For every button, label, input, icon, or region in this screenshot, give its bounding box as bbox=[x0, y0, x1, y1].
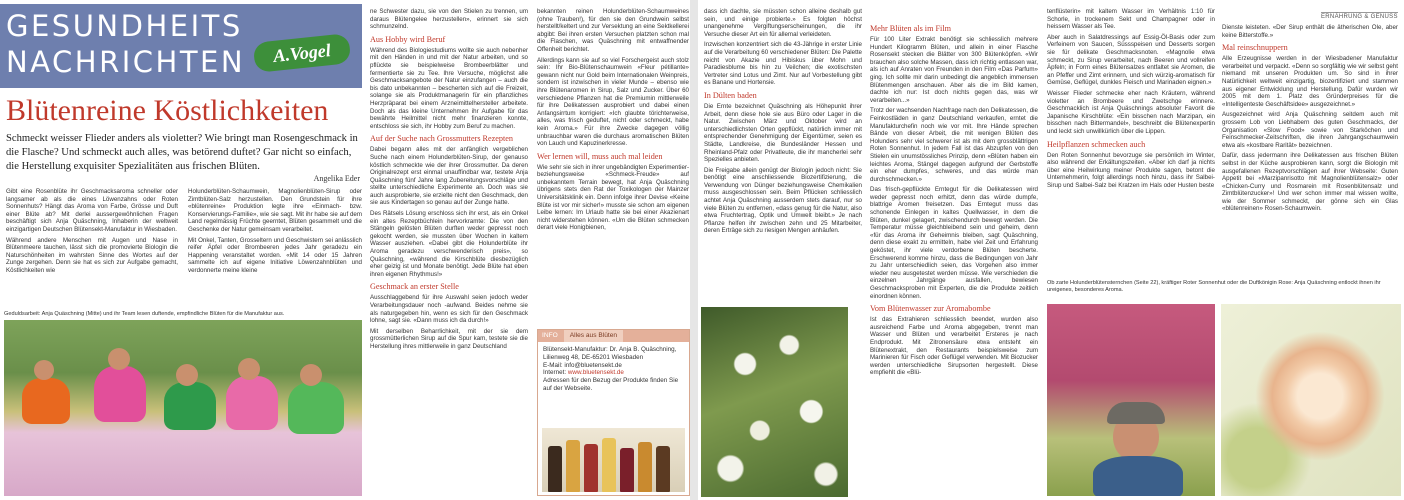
paragraph: dass ich dachte, sie müssten schon alleine deshalb gut sein, und einige probierte.» Es folgten höchst unangenehme Vergiftungserscheinungen, die ihr Versuche dieser Art ein für allemal verleideten. bbox=[704, 8, 862, 38]
subheading: Vom Blütenwasser zur Aromabombe bbox=[870, 304, 991, 314]
bottle bbox=[620, 448, 634, 492]
paragraph: Wie sehr sie sich in ihrer ungebändigten Experimentier- beziehungsweise «Schmeck-Freude» auf unbekanntem Terrain bewegt, hat Anja Quäschning übrigens stets den Rat der Toxikologen der Mainzer Universitätsklinik ein. Denn infolge ihrer Devise «Keine Blüte ist vor mir sicher!» musste sie schon am eigenen Leibe lernen: Im Urlaub hatte sie bei einer Akazienart nicht widerstehen können. «Um die Blüten schmecken derart viele Honigbienen, bbox=[537, 163, 689, 232]
paragraph: Gibt eine Rosenblüte ihr Geschmacksaroma schneller oder langsamer ab als die eines Löwenzahns oder Roten Sonnenhuts? Hängt das Aroma von Farbe, Grösse und Duft einer Blüte ab? Mit derlei aussergewöhnlichen Fragen beschäftigt sich Anja Quäschning, Inhaberin der weltweit einzigartigen Deutschen Blütensekt-Manufaktur in Wiesbaden. bbox=[6, 188, 178, 233]
column-4 bbox=[704, 8, 862, 302]
bottle bbox=[638, 442, 652, 492]
subheading: Mehr Blüten als im Film bbox=[870, 24, 951, 33]
person-head bbox=[34, 360, 54, 380]
paragraph: tenflüsterin» mit kaltem Wasser im Verhältnis 1:10 für Schorle, in trockenem Sekt und Champagner oder in heissem Wasser als Tee. bbox=[1047, 8, 1215, 31]
paragraph: bekannten reinen Holunderblüten-Schaumweines (ohne Trauben!), für den sie den Grundwein selbst herstellt/keltert und zur Versektung an eine Sektkellerei abgibt: Bei ihren ersten Versuchen platzten schon mal die Flaschen, was Quäschning mit entwaffnender Offenheit berichtet. bbox=[537, 8, 689, 53]
subheading: Wer lernen will, muss auch mal leiden bbox=[537, 151, 663, 161]
paragraph: Die Freigabe allein genügt der Biologin jedoch nicht: Sie benötigt eine anschliessende Biozertifizierung, die Verwendung von Dünger beziehungsweise Chemikalien muss ausgeschlossen sein. Beim Pflücken schliesslich achtet Anja Quäschning ausserdem stets darauf, nur so viele Blüten zu entfernen, «dass genug für die Natur, also etwa Fruchtertrag, Optik und Umwelt bleibt.» Je nach Pflanze helfen ihr zwischen zehn und 25 Mitarbeiter, deren Erträge sich zu riesigen Mengen anhäufen. bbox=[704, 166, 862, 235]
paragraph: Ausgezeichnet wird Anja Quäschning seitdem auch mit grossem Lob von Liebhabern des guten Geschmacks, der Organisation «Slow Food» sowie von Starköchen und Feinschmecker-Zeitschriften, die ihren Jahrgangschaumwein etwa als «kostbare Rarität» bezeichnen. bbox=[1222, 111, 1398, 149]
subheading: Heilpflanzen schmecken auch bbox=[1047, 139, 1146, 149]
paragraph: Alle Erzeugnisse werden in der Wiesbadener Manufaktur verarbeitet und verpackt. «Denn so sorgfältig wie wir selbst geht niemand mit unseren Produkten um. So sind in ihrer Natürlichkeit weltweit einzigartig, biozertifiziert und stammen aus eigener Entwicklung und Herstellung. Dafür wurden wir 2005 mit dem 1. Platz des Gründerpreises für die «Intelligenteste Geschäftsidee» ausgezeichnet.» bbox=[1222, 55, 1398, 108]
column-5 bbox=[870, 20, 1038, 496]
section-tag: ERNÄHRUNG & GENUSS bbox=[1321, 14, 1398, 20]
subheading: In Dülten baden bbox=[704, 90, 757, 100]
paragraph: Mit Onkel, Tanten, Grosseltern und Geschwistern sei anlässlich reifer Äpfel oder Brombeeren jedes Jahr geradezu ein Happening veranstaltet worden. «Mit 14 oder 15 Jahren sammelte ich auf eigene Initiative Löwenzahnblüten und verdonnerte meine kleine bbox=[188, 236, 362, 274]
info-box-header bbox=[538, 330, 689, 342]
photo-caption-workers: Geduldsarbeit: Anja Quäschning (Mitte) und ihr Team lesen duftende, empfindliche Blüten für die Manufaktur aus. bbox=[4, 311, 285, 317]
person-figure bbox=[94, 366, 146, 422]
cap bbox=[1107, 402, 1165, 424]
photo-flower-pickers bbox=[4, 320, 362, 496]
column-2 bbox=[370, 8, 528, 496]
bottle bbox=[584, 444, 598, 492]
paragraph: ne Schwester dazu, sie von den Stielen zu trennen, um daraus Blütengelee herzustellen», erinnert sie sich schmunzelnd. bbox=[370, 8, 528, 31]
article-author: Angelika Eder bbox=[313, 174, 360, 183]
paragraph: Dabei begann alles mit der anfänglich vergeblichen Suche nach einem Holunderblüten-Sirup, der genauso köstlich schmeckte wie der ihrer Grossmutter. Da deren Originalrezept erst einmal unauffindbar war, testete Anja Quäschning fünf Jahre lang Zubereitungsvorschläge und stellte unterschiedliche Experimente an. Doch was sie auch ausprobierte, sie erzielte nicht den Geschmack, den sie aus Kindertagen so genau auf der Zunge hatte. bbox=[370, 146, 528, 207]
photo-caption-right: Ob zarte Holunderblütensternchen (Seite 22), kräftiger Roter Sonnenhut oder die Duftkönigin Rose: Anja Quäschning entlockt ihnen ihr ureigenes, besonderes Aroma. bbox=[1047, 280, 1381, 293]
info-line: Adressen für den Bezug der Produkte finden Sie auf der Webseite. bbox=[543, 377, 679, 392]
paragraph: Mit derselben Beharrlichkeit, mit der sie dem grossmütterlichen Sirup auf die Spur kam, testete sie die Herstellung ihres mittlerweile in ganz Deutschland bbox=[370, 327, 528, 350]
masthead bbox=[0, 4, 362, 88]
paragraph: Aber auch in Salatdressings auf Essig-Öl-Basis oder zum Verfeinern von Saucen, Süssspeisen und Desserts sorgen sie für delikate Geschmacksnoten. «Magnolie etwa schmeckt, zu Sirup verarbeitet, nach Beeren und vollreifen Äpfeln; in Form eines Blütensalzes entfaltet sie Aromen, die an Pfeffer und Zimt erinnern, und sich würzig-aromatisch für Gemüse, Geflügel, dunkles Fleisch und Marinaden eignen.» bbox=[1047, 33, 1215, 87]
info-email: E-Mail: info@bluetensekt.de bbox=[543, 361, 622, 369]
column-6 bbox=[1047, 8, 1215, 278]
paragraph: Während des Biologiestudiums wollte sie auch nebenher mit den Händen in und mit der Natur arbeiten, und so pflückte sie beispielweise Brombeerblätter und fermentierte sie zu Tee. Ihre Versuche, möglichst alle Geschmacksangebote der Natur einzufangen – auch die bis dato unbekannten – bescherten sich auf die Freizeit, solange sie als Produktmanagerin für ein pflanzliches Herzpräparat bei einem Arzneimittelhersteller arbeitete. Doch als das kleine Unternehmen ihr Aufgabe für das bewährte Heilmittel nicht mehr finanzieren konnte, entschloss sie sich, ihr Hobby zum Beruf zu machen. bbox=[370, 46, 528, 130]
page-gutter bbox=[690, 0, 698, 500]
bottle bbox=[548, 446, 562, 492]
masthead-line1: GESUNDHEITS bbox=[6, 9, 243, 43]
paragraph: Inzwischen konzentriert sich die 43-Jährige in erster Linie auf die Verarbeitung 60 verschiedener Blüten: Die Palette reicht von Akazie und Hibiskus über Mohn und Paradiesblume bis hin zu Veilchen; die exotischsten Vertreter sind Lotus und Zimt. Nur auf Vorbestellung gibt es Banane und Hortensie. bbox=[704, 41, 862, 87]
paragraph: Holunderblüten-Schaumwein, Magnolienblüten-Sirup oder Zimtblüten-Salz herzustellen. Den Grundstein für ihre «blütenreine» Produktion legte ihre «Einmach- bzw. Konservierungs-Familie», wie sie sagt. Mit ihr habe sie auf dem Land regelmässig Früchte geerntet, Blüten gesammelt und die Geschenke der Natur gemeinsam verarbeitet. bbox=[188, 188, 362, 233]
paragraph: Die Ernte bezeichnet Quäschning als Höhepunkt ihrer Arbeit, denn diese hole sie aus Büro oder Lager in die Natur. Zwischen März und Oktober wird an unterschiedlichsten Orten gepflückt, natürlich immer mit entsprechender Genehmigung der Eigentümer, seien es Städte, Landkreise, die Bundesländer Hessen und Rheinland-Pfalz oder Privatleute, die ihr mancherlei sehr Spezielles anbieten. bbox=[704, 102, 862, 164]
photo-rose bbox=[1221, 304, 1401, 496]
person-head bbox=[300, 364, 322, 386]
person-figure bbox=[288, 382, 344, 434]
paragraph: Dafür, dass jedermann ihre Delikatessen aus frischen Blüten selbst in der Küche ausprobieren kann, sorgt die Biologin mit ausgefallenen Rezeptvorschlägen auf ihrer Webseite: Guten Appetit bei «Marzipanrisotto mit Magnolienblütensalz» oder «Chicken-Curry und Rosmarein mit Rosenblütensalz und Zimtblütenzucker»! Und wer schon immer mal wissen wollte, wie der Sommer schmeckt, der gönne sich ein Glas «blütenreinen» Rosen-Schaumwein. bbox=[1222, 152, 1398, 213]
paragraph: Das frisch-gepflückte Erntegut für die Delikatessen wird weder gepresst noch erhitzt, denn das würde dumpfe, blattrige Aromen freisetzen. Das Erntegut muss das schonende Einlegen in kaltes Quellwasser, in dem die Blüten, dunkel gelagert, zwischendurch bewegt werden. Die Temperatur müsse gleichbleibend sein und geheim, denn «für das Aroma ihr Geheimnis bleiben, sagt Quäschning, denn diese exakt zu ermitteln, habe viel Zeit und Erfahrung geköstet, ihr viele verdorbene Blüten bescherte. Erschwerend komme hinzu, dass die Bedingungen von Jahr zu Jahr unterschiedlich seien, das Vorgehen also immer wieder neu ausgetestet werden müsse. Wie verschieden die einzelnen Jahrgänge ausfallen, bewiesen Geschmacksproben mit Experten, die die Produkte zeitlich einordnen können. bbox=[870, 186, 1038, 300]
person-figure bbox=[22, 378, 70, 424]
info-tab: INFO bbox=[542, 332, 558, 339]
paragraph: Während andere Menschen mit Augen und Nase in Blütenmeere tauchen, lässt sich die promovierte Biologin die Naturschönheiten im wahrsten Sinne des Wortes auf der Zunge zergehen. Denn sie hat es sich zur Aufgabe gemacht, Köstlichkeiten wie bbox=[6, 236, 178, 274]
left-page bbox=[0, 0, 690, 500]
person-figure bbox=[226, 376, 278, 430]
person-figure bbox=[164, 382, 216, 430]
subheading: Geschmack an erster Stelle bbox=[370, 282, 459, 292]
website-link[interactable]: www.bluetensekt.de bbox=[567, 369, 624, 377]
paragraph: Weisser Flieder schmecke eher nach Kräutern, während violetter an Brombeere und Zwetschge erinnere. Geschmacklich ist Anja Quäschnings absoluter Favorit die Japanische Kirschblüte: «Ein bisschen nach Marzipan, ein bisschen nach Bittermandel», beschreibt die Blütenexpertin und leckt sich unwillkürlich über die Lippen. bbox=[1047, 89, 1215, 135]
column-7 bbox=[1222, 24, 1398, 278]
info-tab-title: Alles aus Blüten bbox=[564, 330, 623, 342]
info-box-body bbox=[538, 342, 689, 397]
paragraph: Ist das Extrahieren schliesslich beendet, wurden also ausreichend Farbe und Aroma abgegeben, trennt man Wasser und Blüten und verarbeitet Ersteres je nach Endprodukt. Mit Zitronensäure etwa entsteht ein Blütenextrakt, den Restaurants beispielsweise zum Marinieren für Fisch oder Geflügel verwenden. Mit Biozucker werden unterschiedliche Sirupsorten hergestellt. Diese empfiehlt die «Blü- bbox=[870, 316, 1038, 377]
subheading: Mal reinschnuppern bbox=[1222, 43, 1288, 53]
person-figure bbox=[1093, 456, 1183, 496]
subheading: Aus Hobby wird Beruf bbox=[370, 34, 446, 44]
column-3 bbox=[537, 8, 689, 322]
bottle bbox=[566, 440, 580, 492]
paragraph: Ausschlaggebend für ihre Auswahl seien jedoch weder Verarbeitungsdauer noch -aufwand. Beides nehme sie als naturgegeben hin, wenn es sich für den Geschmack lohne, sagt sie. «Dann muss ich da durch!» bbox=[370, 294, 528, 325]
paragraph: Des Rätsels Lösung erschloss sich ihr erst, als ein Onkel ein altes Rezeptbüchlein hervorkramte: Die von den Stängeln gelösten Blüten durften weder gepresst noch gekocht werden, sie mussten über Wochen in kaltem Wasser ausziehen. «Dabei gibt die Holunderblüte ihr Aroma geradezu verschwenderisch preis», so Quäschning, «während die Kirschblüte diesbezüglich eher geizig ist und Monate benötigt. Jede Blüte hat eben ihren eigenen Rhythmus!» bbox=[370, 210, 528, 278]
bottle bbox=[602, 438, 616, 492]
info-line: Blütensekt-Manufaktur: Dr. Anja B. Quäschning, bbox=[543, 346, 677, 353]
paragraph: Dienste leisteten. «Der Sirup enthält die ätherischen Öle, aber keine Bitterstoffe.» bbox=[1222, 24, 1398, 39]
paragraph: Trotz der wachsenden Nachfrage nach den Delikatessen, die Feinkostläden in ganz Deutschland verkaufen, erntet die Manufakturchefin noch wie vor mit. Ihre Hände sprechen Bände von dieser Arbeit, die mit wenigen Blüten des Holunders sehr viel schwerer ist als mit dem grossblättrigen Roten Sonnenhut. In jedem Fall ist das Abzupfen von den Stielen ein unumstössliches Prinzip, denn «Blüten haben ein leichtes Aroma, Stängel dagegen aufgrund der Gerbstoffe ein eher dumpfes, schweres, und das würde man durchschmecken.» bbox=[870, 107, 1038, 183]
person-head bbox=[108, 348, 130, 370]
info-box bbox=[537, 329, 690, 496]
photo-man-in-flowers bbox=[1047, 304, 1215, 496]
bottle bbox=[656, 446, 670, 492]
avogel-logo: A.Vogel bbox=[253, 33, 352, 73]
column-1 bbox=[6, 188, 178, 310]
person-head bbox=[238, 358, 260, 380]
masthead-line2: NACHRICHTEN bbox=[6, 45, 246, 79]
paragraph: Für 100 Liter Extrakt benötigt sie schliesslich mehrere Hundert Kilogramm Blüten, und allein in einer Flasche Rosensekt stecken die Blätter von 300 Blütenköpfen. «Wir brauchen also solche Massen, dass ich richtig entlassen war, als ich auf Anraten von Freunden in den Film «Das Parfum» ging. Ich sollte mir darin unbedingt die angeblich immensen Blütenmengen anschauen. Aber als die im Bild kamen, dachte ich nur: Ist doch nichts gegen das, was wir verarbeiten...» bbox=[870, 36, 1038, 104]
article-headline: Blütenreine Köstlichkeiten bbox=[6, 94, 329, 127]
info-line: Lilienweg 48, DE-65201 Wiesbaden bbox=[543, 353, 644, 361]
subheading: Auf der Suche nach Grossmutters Rezepten bbox=[370, 134, 514, 144]
person-head bbox=[176, 364, 198, 386]
photo-bottles bbox=[542, 428, 685, 492]
info-line bbox=[543, 369, 684, 377]
column-1b bbox=[188, 188, 362, 310]
photo-elderflowers bbox=[701, 307, 848, 497]
paragraph: Den Roten Sonnenhut bevorzuge sie persönlich im Winter, also während der Erkältungszeiten. «Aber ich darf ja nichts über eine Heilwirkung meiner Produkte sagen, betont die Unternehmerin, folgt allerdings noch hinzu, dass ihr Salbei-Sirup und Salbei-Salz bei Kratzen im Hals oder Husten beste bbox=[1047, 151, 1215, 189]
info-internet-label: Internet: bbox=[543, 369, 568, 377]
paragraph: Allerdings kann sie auf so viel Forschergeist auch stolz sein: Ihr Bio-Blütenschaumwein «Fleur pétillante» gewann nicht nur Gold beim Internationalen Weinpreis, sondern ist inzwischen in vieler Munde – ebenso wie ihre Blütenaromen in Sirup, Salz und Zucker. Über 60 verschiedene Pflanzen hat die Premiumin mittlerweile für ihre Delikatessen ausprobiert und dabei einen Anfangsirrtum korrigiert: «Ich glaubte törichterweise, alles, was frisch geduftet, nicht oder schmeckt, habe kein Aroma.» Für ihre Zwecke dagegen völlig unbrauchbar waren die durchaus aromatischen Blüten von Lauch und Kapuzinerkresse. bbox=[537, 56, 689, 148]
article-deck: Schmeckt weisser Flieder anders als violetter? Wie bringt man Rosengeschmack in die Flasche? Und schmeckt auch alles, was betörend duftet? Gar nicht so einfach, die Herstellung exquisiter Spezialitäten aus frischen Blüten. bbox=[6, 133, 358, 173]
